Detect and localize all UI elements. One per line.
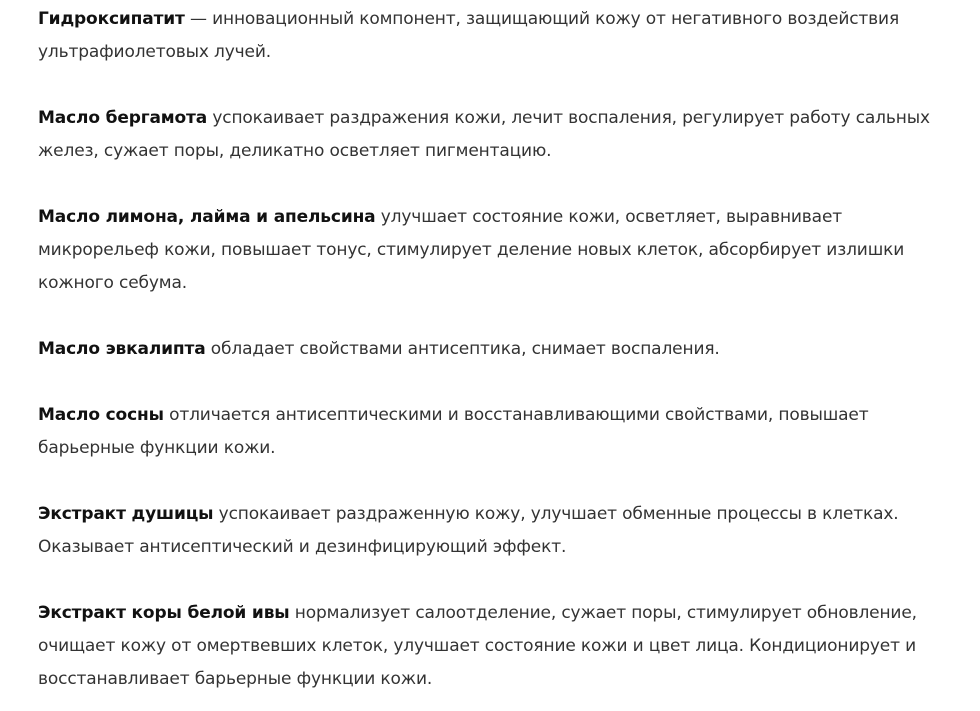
ingredient-description: успокаивает раздраженную кожу, улучшает обменные процессы в клетках. Оказывает антисептический и дезинфицирующий эффект. bbox=[38, 504, 899, 557]
ingredients-list bbox=[38, 3, 938, 696]
ingredient-description: нормализует салоотделение, сужает поры, стимулирует обновление, очищает кожу от омертвевших клеток, улучшает состояние кожи и цвет лица. Кондиционирует и восстанавливает барьерные функции кожи. bbox=[38, 603, 917, 689]
ingredient-paragraph bbox=[38, 597, 938, 696]
ingredient-description: отличается антисептическими и восстанавливающими свойствами, повышает барьерные функции кожи. bbox=[38, 405, 869, 458]
ingredient-term: Масло бергамота bbox=[38, 108, 208, 128]
ingredient-description: — инновационный компонент, защищающий кожу от негативного воздействия ультрафиолетовых лучей. bbox=[38, 9, 900, 62]
ingredient-term: Гидроксипатит bbox=[38, 9, 185, 29]
ingredient-term: Масло сосны bbox=[38, 405, 164, 425]
ingredient-paragraph bbox=[38, 399, 938, 465]
ingredient-description: улучшает состояние кожи, осветляет, выравнивает микрорельеф кожи, повышает тонус, стимулирует деление новых клеток, абсорбирует излишки кожного себума. bbox=[38, 207, 905, 293]
ingredient-term: Экстракт душицы bbox=[38, 504, 214, 524]
ingredient-term: Экстракт коры белой ивы bbox=[38, 603, 290, 623]
ingredient-description: обладает свойствами антисептика, снимает воспаления. bbox=[205, 339, 720, 359]
ingredient-paragraph bbox=[38, 102, 938, 168]
ingredient-paragraph bbox=[38, 333, 938, 366]
ingredient-description: успокаивает раздражения кожи, лечит воспаления, регулирует работу сальных желез, сужает поры, деликатно осветляет пигментацию. bbox=[38, 108, 930, 161]
ingredient-term: Масло эвкалипта bbox=[38, 339, 206, 359]
ingredient-paragraph bbox=[38, 3, 938, 69]
ingredient-paragraph bbox=[38, 201, 938, 300]
ingredient-paragraph bbox=[38, 498, 938, 564]
ingredient-term: Масло лимона, лайма и апельсина bbox=[38, 207, 376, 227]
